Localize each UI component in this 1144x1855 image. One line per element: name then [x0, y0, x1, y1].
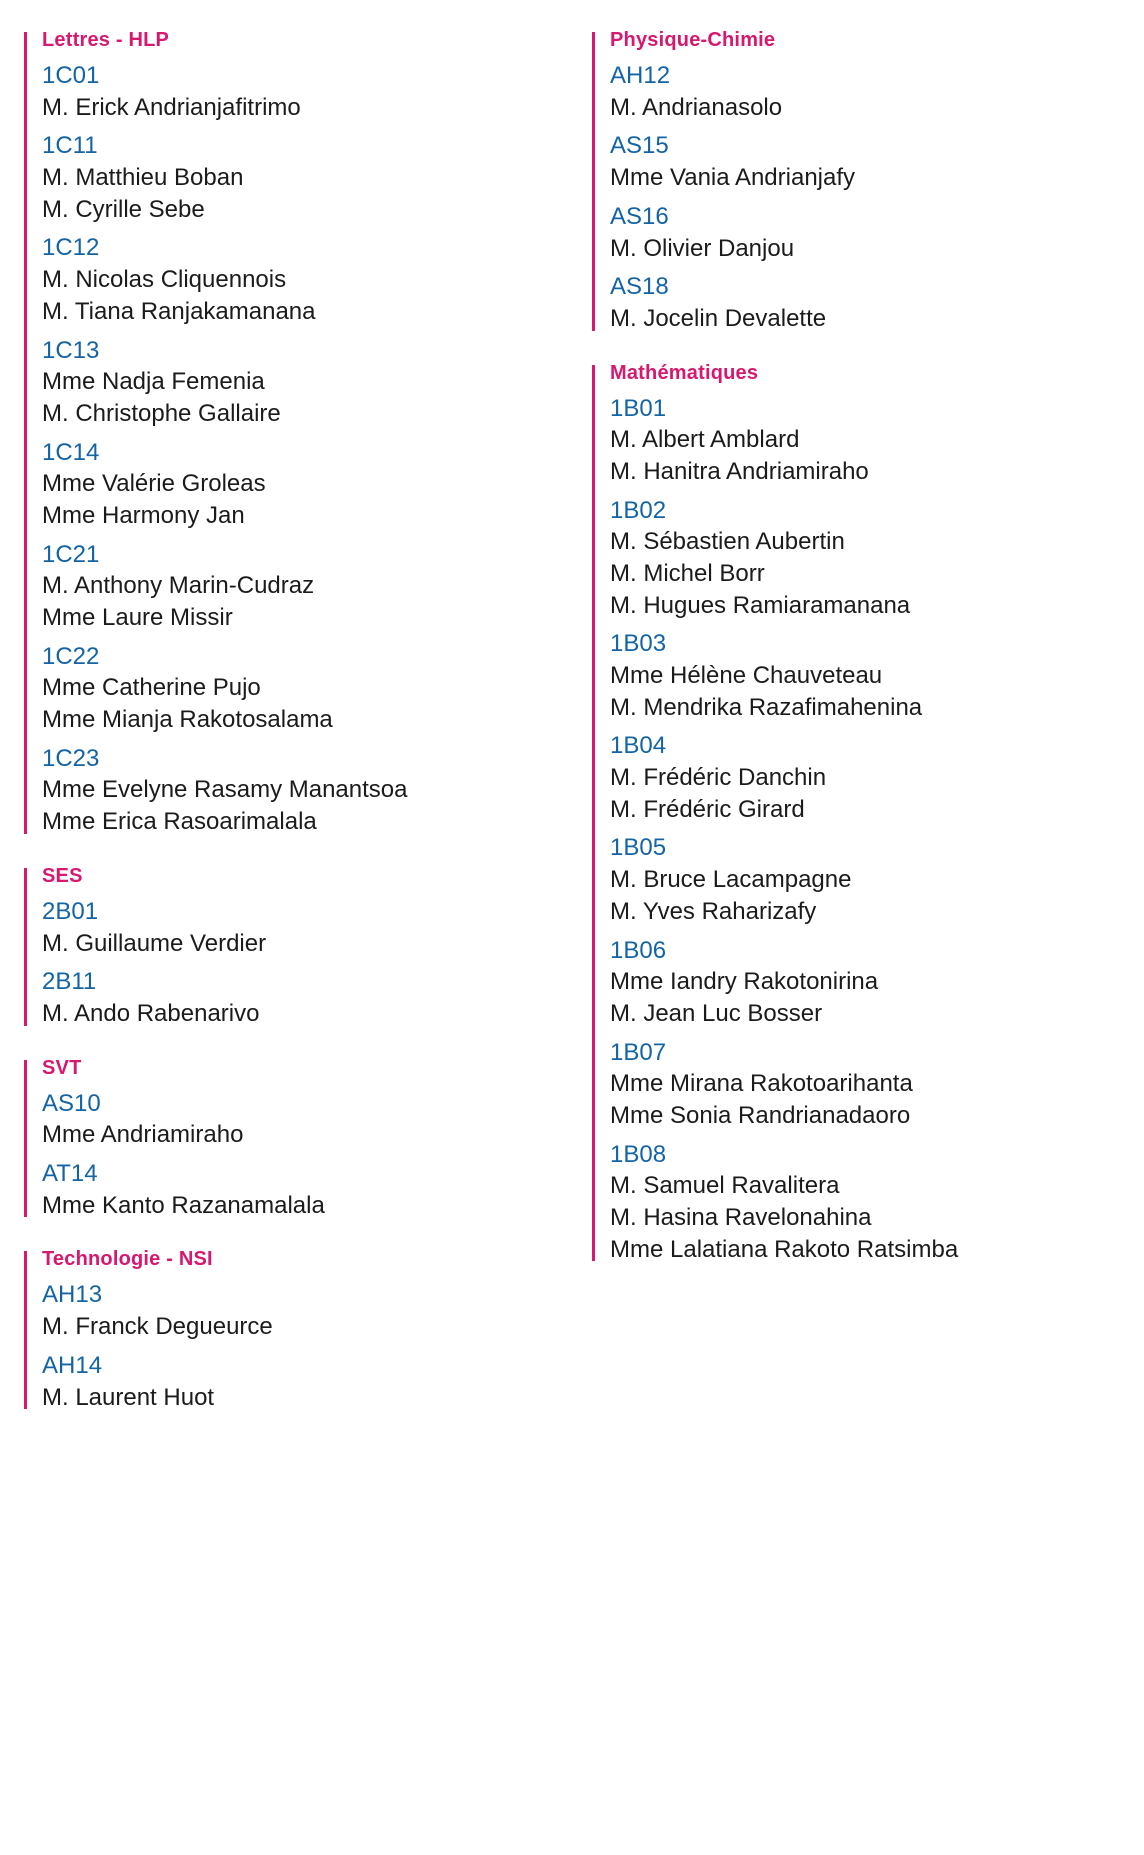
- teacher-name: M. Olivier Danjou: [610, 234, 795, 262]
- room-entry: [610, 394, 1132, 488]
- room-code: 1C21: [42, 540, 100, 568]
- discipline-title: Lettres - HLP: [42, 29, 170, 51]
- teacher-name: M. Guillaume Verdier: [42, 929, 267, 957]
- room-code: 1C11: [42, 132, 98, 160]
- room-entry: [42, 61, 564, 123]
- room-entry: [42, 744, 564, 838]
- teacher-name: Mme Catherine Pujo: [42, 674, 261, 702]
- discipline-title: Mathématiques: [610, 361, 759, 384]
- room-entry: [42, 1159, 564, 1221]
- room-code: 1C23: [42, 744, 100, 772]
- discipline-title: Physique-Chimie: [610, 29, 776, 51]
- discipline-group: [24, 1056, 564, 1222]
- room-code: AH14: [42, 1351, 103, 1379]
- teacher-name: M. Albert Amblard: [610, 426, 800, 454]
- discipline-group: [592, 361, 1132, 1266]
- teacher-name: Mme Evelyne Rasamy Manantsoa: [42, 776, 408, 804]
- room-code: 1B02: [610, 496, 667, 524]
- teacher-name: M. Hasina Ravelonahina: [610, 1204, 872, 1232]
- room-entry: [42, 642, 564, 736]
- room-entry: [42, 336, 564, 430]
- teacher-name: M. Laurent Huot: [42, 1383, 215, 1411]
- teacher-name: Mme Vania Andrianjafy: [610, 164, 856, 192]
- teacher-name: M. Nicolas Cliquennois: [42, 266, 287, 294]
- teacher-name: M. Frédéric Danchin: [610, 764, 827, 792]
- teacher-name: M. Mendrika Razafimahenina: [610, 693, 923, 721]
- room-code: AS16: [610, 202, 669, 230]
- teacher-name: M. Andrianasolo: [610, 93, 783, 121]
- discipline-title: SVT: [42, 1056, 82, 1079]
- room-entry: [610, 833, 1132, 927]
- room-code: 2B11: [42, 968, 97, 996]
- teacher-name: M. Michel Borr: [610, 560, 765, 588]
- teacher-name: M. Ando Rabenarivo: [42, 999, 260, 1027]
- room-code: 1B03: [610, 630, 667, 658]
- room-entry: [42, 1280, 564, 1342]
- room-code: AH12: [610, 62, 671, 89]
- teacher-name: M. Jean Luc Bosser: [610, 999, 823, 1027]
- room-entry: [610, 272, 1132, 334]
- teacher-name: M. Tiana Ranjakamanana: [42, 297, 316, 325]
- discipline-group: [24, 1247, 564, 1413]
- room-entry: [610, 496, 1132, 622]
- teacher-name: M. Hugues Ramiaramanana: [610, 591, 911, 619]
- room-entry: [610, 731, 1132, 825]
- teacher-name: Mme Kanto Razanamalala: [42, 1191, 325, 1219]
- room-entry: [42, 540, 564, 634]
- right-column: [592, 28, 1132, 1439]
- room-entry: [610, 629, 1132, 723]
- teacher-name: Mme Valérie Groleas: [42, 470, 266, 498]
- room-entry: [610, 202, 1132, 264]
- room-entry: [610, 61, 1132, 123]
- teacher-name: M. Erick Andrianjafitrimo: [42, 93, 301, 121]
- teacher-name: Mme Mirana Rakotoarihanta: [610, 1070, 913, 1098]
- discipline-group: [592, 28, 1132, 335]
- discipline-title: Technologie - NSI: [42, 1248, 213, 1271]
- teacher-name: Mme Lalatiana Rakoto Ratsimba: [610, 1235, 959, 1263]
- left-column: [24, 28, 564, 1439]
- teacher-name: M. Sébastien Aubertin: [610, 528, 845, 556]
- teacher-name: Mme Hélène Chauveteau: [610, 662, 883, 690]
- teacher-name: Mme Mianja Rakotosalama: [42, 706, 333, 734]
- room-code: 1B07: [610, 1038, 667, 1066]
- room-code: AS15: [610, 132, 669, 160]
- room-code: AT14: [42, 1160, 98, 1187]
- room-code: 1C14: [42, 438, 100, 466]
- teacher-name: Mme Laure Missir: [42, 604, 233, 632]
- teacher-name: M. Hanitra Andriamiraho: [610, 457, 869, 485]
- teacher-name: M. Frédéric Girard: [610, 795, 805, 823]
- room-code: 1C13: [42, 336, 100, 364]
- teacher-name: M. Anthony Marin-Cudraz: [42, 572, 315, 600]
- room-entry: [42, 897, 564, 959]
- room-entry: [610, 1140, 1132, 1266]
- room-entry: [610, 936, 1132, 1030]
- room-code: 1C22: [42, 642, 100, 670]
- teacher-name: M. Samuel Ravalitera: [610, 1172, 840, 1200]
- room-code: 2B01: [42, 897, 99, 925]
- teacher-name: Mme Harmony Jan: [42, 501, 245, 529]
- teacher-name: M. Bruce Lacampagne: [610, 866, 852, 894]
- teacher-name: M. Christophe Gallaire: [42, 399, 281, 427]
- room-code: AS18: [610, 273, 669, 301]
- teacher-name: Mme Iandry Rakotonirina: [610, 968, 879, 996]
- room-code: AH13: [42, 1281, 103, 1309]
- room-entry: [42, 1351, 564, 1413]
- room-entry: [42, 1089, 564, 1151]
- room-entry: [42, 233, 564, 327]
- teacher-name: Mme Sonia Randrianadaoro: [610, 1102, 911, 1129]
- teacher-name: Mme Erica Rasoarimalala: [42, 808, 317, 836]
- discipline-group: [24, 864, 564, 1030]
- room-code: 1B01: [610, 394, 667, 422]
- room-entry: [610, 131, 1132, 193]
- discipline-group: [24, 28, 564, 838]
- room-code: AS10: [42, 1089, 101, 1117]
- teacher-name: Mme Andriamiraho: [42, 1121, 244, 1149]
- room-code: 1B08: [610, 1140, 667, 1168]
- teacher-name: M. Yves Raharizafy: [610, 897, 817, 925]
- room-code: 1B06: [610, 936, 667, 964]
- teacher-name: Mme Nadja Femenia: [42, 368, 265, 396]
- room-entry: [42, 131, 564, 225]
- discipline-title: SES: [42, 864, 83, 887]
- room-code: 1B05: [610, 834, 667, 862]
- room-code: 1C01: [42, 62, 100, 89]
- teacher-name: M. Franck Degueurce: [42, 1313, 273, 1341]
- room-entry: [42, 438, 564, 532]
- room-code: 1B04: [610, 732, 667, 760]
- room-entry: [610, 1038, 1132, 1132]
- room-code: 1C12: [42, 234, 100, 262]
- teacher-name: M. Jocelin Devalette: [610, 304, 827, 332]
- room-entry: [42, 967, 564, 1029]
- teacher-name: M. Matthieu Boban: [42, 164, 244, 192]
- teacher-name: M. Cyrille Sebe: [42, 195, 205, 223]
